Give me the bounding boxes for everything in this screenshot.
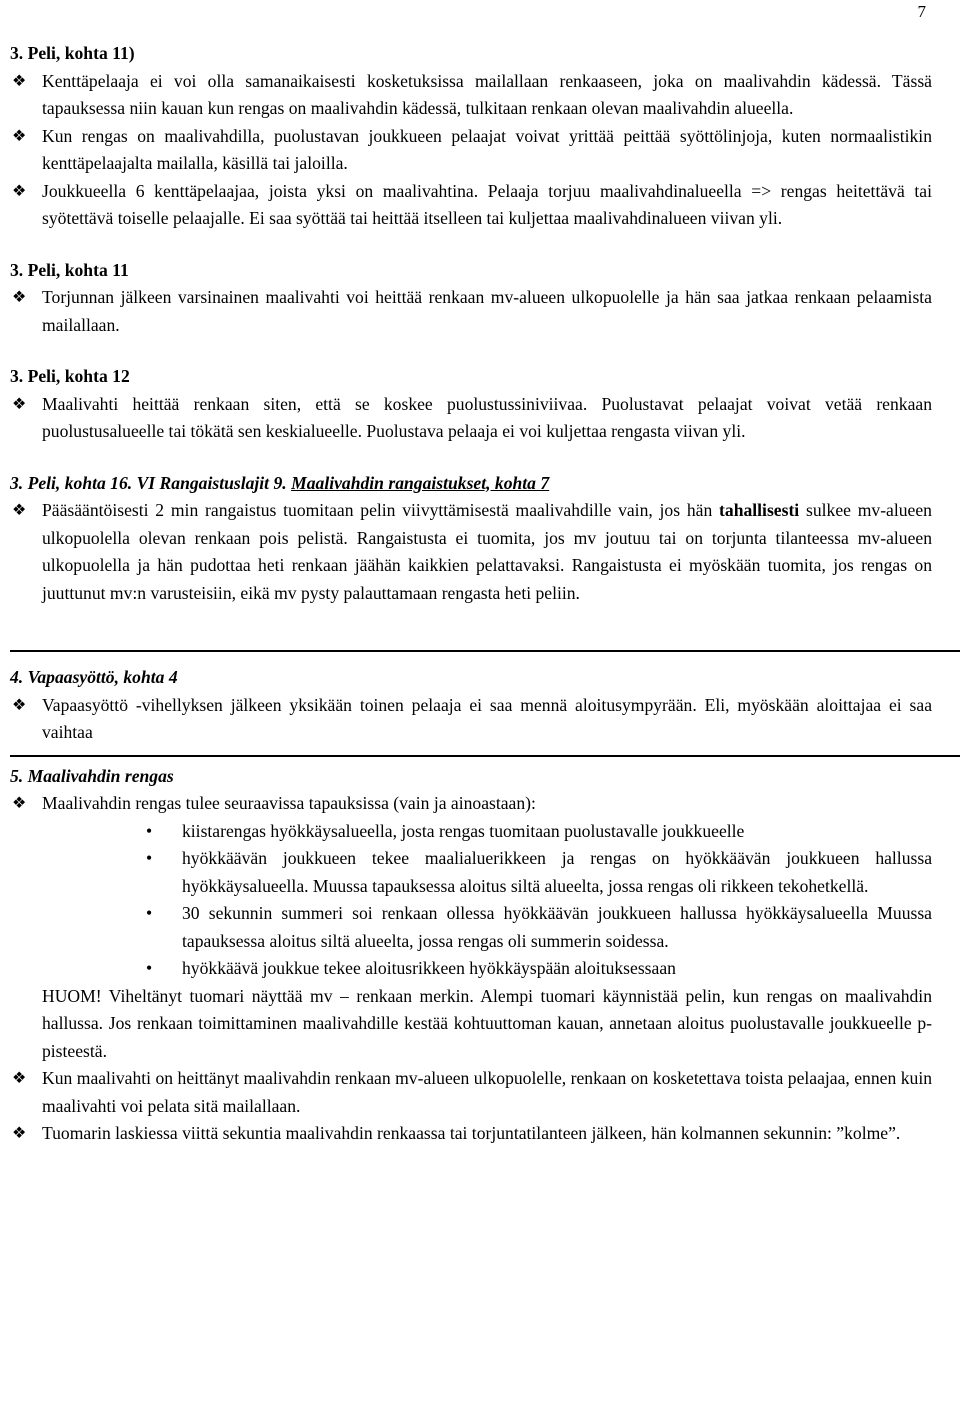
list-item [10,497,932,607]
list-item [10,178,932,233]
section-heading: 3. Peli, kohta 12 [10,366,130,386]
diamond-bullet-icon: ❖ [12,502,27,519]
diamond-bullet-icon: ❖ [12,1070,27,1087]
section-heading: 3. Peli, kohta 11) [10,43,135,63]
diamond-bullet-icon: ❖ [12,72,27,90]
section-heading [10,470,932,498]
sub-item-text: hyökkäävän joukkueen tekee maalialuerikkeen ja rengas on hyökkäävän joukkueen hallussa hyökkäysalueella. Muussa tapauksessa aloitus siltä alueelta, jossa rengas oli rikkeen tekohetkellä. [182,848,932,896]
sub-item-text: 30 sekunnin summeri soi renkaan ollessa hyökkäävän joukkueen hallussa hyökkäysalueella Muussa tapauksessa aloitus siltä alueelta, jossa rengas oli summerin soidessa. [182,903,932,951]
divider [10,650,960,652]
bullet-text: Maalivahdin rengas tulee seuraavissa tapauksissa (vain ja ainoastaan): [42,793,536,813]
dot-bullet-icon: • [146,958,153,978]
sub-list-item [146,818,932,846]
section-heading [10,763,932,791]
section-peli-11a [10,40,932,233]
sub-list-item [146,955,932,983]
section-vapaasyotto [10,664,932,747]
section-heading: 3. Peli, kohta 11 [10,259,129,280]
section-peli-12 [10,363,932,446]
bullet-text: Pääsääntöisesti 2 min rangaistus tuomitaan pelin viivyttämisestä maalivahdille vain, jos hän [42,500,713,520]
sub-list-item [146,900,932,955]
list-item [10,790,932,818]
heading-text: 5. Maalivahdin rengas [10,765,174,786]
bullet-text: Joukkueella 6 kenttäpelaajaa, joista yksi on maalivahtina. Pelaaja torjuu maalivahdinalueella => rengas heitettävä tai syötettävä toiselle pelaajalle. Ei saa syöttää tai heittää itselleen tai kuljettaa maalivahdinalueen viivan yli. [42,180,932,228]
section-heading [10,664,932,692]
note-paragraph: HUOM! Viheltänyt tuomari näyttää mv – renkaan merkin. Alempi tuomari käynnistää pelin, kun rengas on maalivahdin hallussa. Jos renkaan toimittaminen maalivahdille kestää kohtuuttoman kauan, annetaan aloitus puolustavalle joukkueelle p-pisteestä. [42,985,932,1061]
bullet-text: sulkee mv-alueen ulkopuolella olevan renkaan pois pelistä. Rangaistusta ei tuomita, jos mv joutuu tai on torjunta tilanteessa mv-alueen ulkopuolella ja hän pudottaa heti renkaan jäähän kaikkien pelattavaksi. Rangaistusta ei myöskään tuomita, jos rengas on juuttunut mv:n varusteisiin, eikä mv pysty palauttamaan rengasta heti peliin. [42,500,932,603]
diamond-bullet-icon: ❖ [12,289,27,306]
dot-bullet-icon: • [146,848,153,868]
diamond-bullet-icon: ❖ [12,696,27,714]
diamond-bullet-icon: ❖ [12,795,27,812]
bullet-text: Torjunnan jälkeen varsinainen maalivahti voi heittää renkaan mv-alueen ulkopuolelle ja hän saa jatkaa renkaan pelaamista mailallaan. [42,287,932,335]
bullet-text: Maalivahti heittää renkaan siten, että se koskee puolustussiniviivaa. Puolustavat pelaajat voivat vetää renkaan puolustusalueelle tai tökätä sen keskialueelle. Puolustava pelaaja ei voi kuljettaa rengasta viivan yli. [42,393,932,441]
dot-bullet-icon: • [146,903,153,923]
bullet-text: Kun maalivahti on heittänyt maalivahdin renkaan mv-alueen ulkopuolelle, renkaan on kosketettava toista pelaajaa, ennen kuin maalivahti voi pelata sitä mailallaan. [42,1068,932,1116]
sub-list [10,818,932,983]
list-item [10,68,932,123]
diamond-bullet-icon: ❖ [12,1125,27,1142]
heading-part: 3. Peli, kohta 16. VI Rangaistuslajit 9. [10,472,287,493]
list-item [10,284,932,339]
sub-item-text: hyökkäävä joukkue tekee aloitusrikkeen hyökkäyspään aloituksessaan [182,958,676,978]
list-item [10,692,932,747]
list-item [10,1065,932,1120]
bullet-text: Tuomarin laskiessa viittä sekuntia maalivahdin renkaassa tai torjuntatilanteen jälkeen, hän kolmannen sekunnin: ”kolme”. [42,1123,901,1143]
section-peli-11b [10,257,932,340]
section-peli-16 [10,470,932,608]
heading-underlined: Maalivahdin rangaistukset, kohta 7 [291,472,550,493]
bullet-text: Kun rengas on maalivahdilla, puolustavan joukkueen pelaajat voivat yrittää peittää syöttölinjoja, kuten normaalistikin kenttäpelaajalta mailalla, käsillä tai jaloilla. [42,125,932,173]
list-item [10,123,932,178]
section-maalivahdin-rengas [10,763,932,1148]
diamond-bullet-icon: ❖ [12,127,27,145]
document-body [10,40,932,1148]
divider [10,755,960,757]
list-item [10,391,932,446]
bullet-text: Vapaasyöttö -vihellyksen jälkeen yksikään toinen pelaaja ei saa mennä aloitusympyrään. Eli, myöskään aloittajaa ei saa vaihtaa [42,694,932,742]
page-number: 7 [917,2,926,21]
sub-list-item [146,845,932,900]
list-item [10,1120,932,1148]
diamond-bullet-icon: ❖ [12,182,27,200]
diamond-bullet-icon: ❖ [12,395,27,413]
bullet-text: Kenttäpelaaja ei voi olla samanaikaisesti kosketuksissa mailallaan renkaaseen, joka on maalivahdin kädessä. Tässä tapauksessa niin kauan kun rengas on maalivahdin kädessä, tulkitaan renkaan olevan maalivahdin alueella. [42,70,932,118]
dot-bullet-icon: • [146,820,153,841]
sub-item-text: kiistarengas hyökkäysalueella, josta rengas tuomitaan puolustavalle joukkueelle [182,820,745,841]
heading-text: 4. Vapaasyöttö, kohta 4 [10,667,178,687]
bold-word: tahallisesti [719,500,800,520]
